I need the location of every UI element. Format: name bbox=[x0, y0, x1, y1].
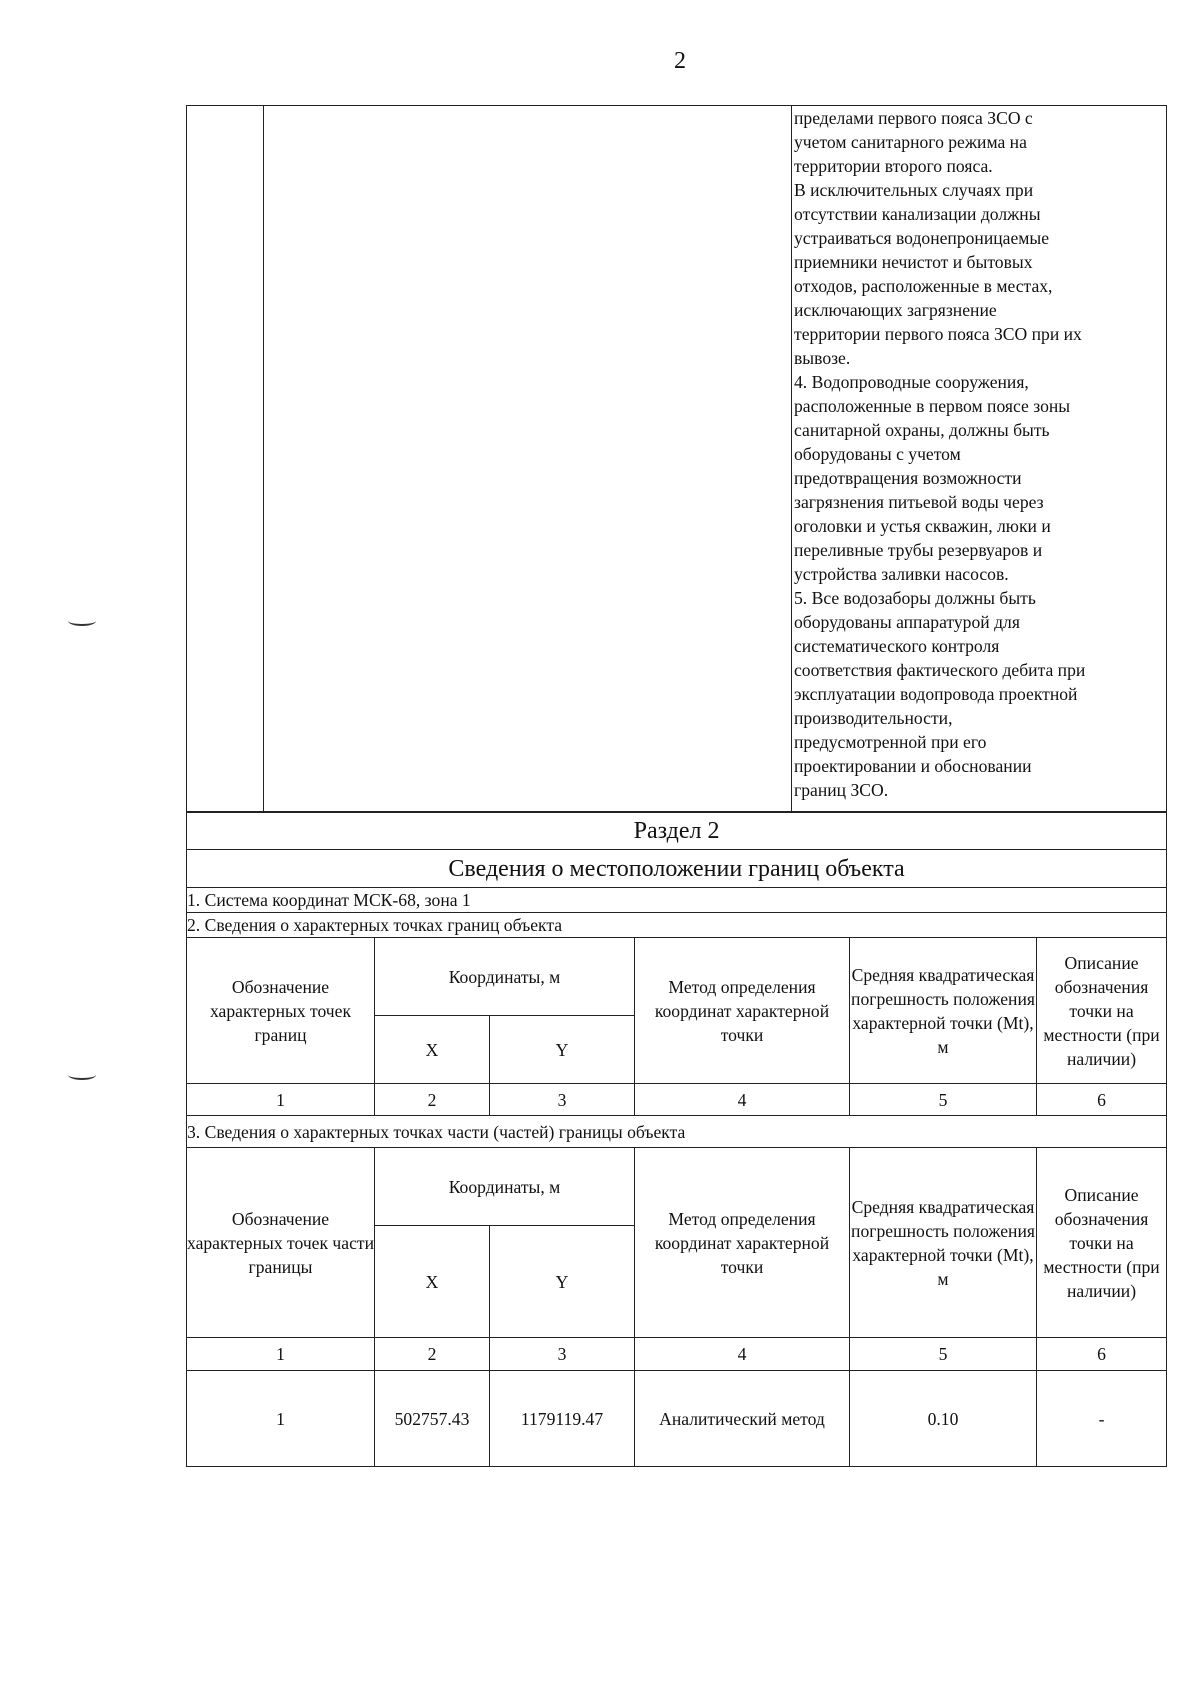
column-header-error: Средняя квадратическая погрешность положения характерной точки (Mt), м bbox=[850, 938, 1037, 1084]
column-header-y: Y bbox=[490, 1016, 635, 1084]
column-header-coordinates: Координаты, м bbox=[375, 1148, 635, 1226]
text-line: устраиваться водонепроницаемые bbox=[794, 228, 1050, 248]
text-line: отсутствии канализации должны bbox=[794, 204, 1041, 224]
table2-heading: 2. Сведения о характерных точках границ объекта bbox=[187, 913, 1167, 938]
cell-method: Аналитический метод bbox=[635, 1371, 850, 1467]
text-line: соответствия фактического дебита при bbox=[794, 660, 1086, 680]
text-line: 5. Все водозаборы должны быть bbox=[794, 588, 1036, 608]
text-line: оборудованы с учетом bbox=[794, 444, 961, 464]
text-line: переливные трубы резервуаров и bbox=[794, 540, 1043, 560]
text-line: границ ЗСО. bbox=[794, 780, 889, 800]
text-line: оборудованы аппаратурой для bbox=[794, 612, 1020, 632]
column-number: 5 bbox=[850, 1084, 1037, 1116]
text-line: вывозе. bbox=[794, 348, 851, 368]
column-number: 4 bbox=[635, 1338, 850, 1371]
column-number: 1 bbox=[187, 1338, 375, 1371]
column-header-point: Обозначение характерных точек части границы bbox=[187, 1148, 375, 1338]
cell-point: 1 bbox=[187, 1371, 375, 1467]
margin-scribble bbox=[68, 1070, 96, 1080]
boundary-points-table bbox=[186, 811, 1167, 1467]
margin-scribble bbox=[68, 616, 96, 626]
text-line: отходов, расположенные в местах, bbox=[794, 276, 1053, 296]
column-header-y: Y bbox=[490, 1226, 635, 1338]
text-line: загрязнения питьевой воды через bbox=[794, 492, 1044, 512]
table-row bbox=[187, 1371, 1167, 1467]
empty-cell bbox=[187, 106, 264, 813]
text-line: санитарной охраны, должны быть bbox=[794, 420, 1050, 440]
text-line: расположенные в первом поясе зоны bbox=[794, 396, 1071, 416]
text-line: исключающих загрязнение bbox=[794, 300, 997, 320]
column-number: 3 bbox=[490, 1338, 635, 1371]
text-line: предотвращения возможности bbox=[794, 468, 1022, 488]
empty-cell bbox=[264, 106, 792, 813]
table3-heading: 3. Сведения о характерных точках части (частей) границы объекта bbox=[187, 1116, 1167, 1148]
column-header-point: Обозначение характерных точек границ bbox=[187, 938, 375, 1084]
text-line: оголовки и устья скважин, люки и bbox=[794, 516, 1051, 536]
text-line: устройства заливки насосов. bbox=[794, 564, 1009, 584]
text-line: пределами первого пояса ЗСО с bbox=[794, 108, 1033, 128]
text-line: учетом санитарного режима на bbox=[794, 132, 1027, 152]
section-title: Раздел 2 bbox=[187, 812, 1167, 850]
text-line: 4. Водопроводные сооружения, bbox=[794, 372, 1029, 392]
text-line: территории первого пояса ЗСО при их bbox=[794, 324, 1082, 344]
column-header-error: Средняя квадратическая погрешность положения характерной точки (Mt), м bbox=[850, 1148, 1037, 1338]
column-header-method: Метод определения координат характерной точки bbox=[635, 938, 850, 1084]
cell-x: 502757.43 bbox=[375, 1371, 490, 1467]
coordinate-system: 1. Система координат МСК-68, зона 1 bbox=[187, 888, 1167, 913]
column-header-coordinates: Координаты, м bbox=[375, 938, 635, 1016]
column-header-x: X bbox=[375, 1016, 490, 1084]
cell-error: 0.10 bbox=[850, 1371, 1037, 1467]
text-line: В исключительных случаях при bbox=[794, 180, 1034, 200]
column-number: 1 bbox=[187, 1084, 375, 1116]
text-line: территории второго пояса. bbox=[794, 156, 993, 176]
text-line: предусмотренной при его bbox=[794, 732, 987, 752]
column-number: 6 bbox=[1037, 1084, 1167, 1116]
column-number: 2 bbox=[375, 1338, 490, 1371]
text-line: приемники нечистот и бытовых bbox=[794, 252, 1033, 272]
column-header-description: Описание обозначения точки на местности (при наличии) bbox=[1037, 1148, 1167, 1338]
column-number: 6 bbox=[1037, 1338, 1167, 1371]
requirements-text bbox=[792, 106, 1167, 813]
cell-description: - bbox=[1037, 1371, 1167, 1467]
text-line: проектировании и обосновании bbox=[794, 756, 1032, 776]
cell-y: 1179119.47 bbox=[490, 1371, 635, 1467]
column-header-method: Метод определения координат характерной точки bbox=[635, 1148, 850, 1338]
text-line: эксплуатации водопровода проектной bbox=[794, 684, 1078, 704]
column-number: 4 bbox=[635, 1084, 850, 1116]
column-number: 3 bbox=[490, 1084, 635, 1116]
requirements-table bbox=[186, 105, 1167, 813]
text-line: производительности, bbox=[794, 708, 953, 728]
column-header-x: X bbox=[375, 1226, 490, 1338]
column-number: 5 bbox=[850, 1338, 1037, 1371]
text-line: систематического контроля bbox=[794, 636, 1000, 656]
page-number: 2 bbox=[674, 48, 686, 74]
column-header-description: Описание обозначения точки на местности (при наличии) bbox=[1037, 938, 1167, 1084]
column-number: 2 bbox=[375, 1084, 490, 1116]
section-subtitle: Сведения о местоположении границ объекта bbox=[187, 850, 1167, 888]
